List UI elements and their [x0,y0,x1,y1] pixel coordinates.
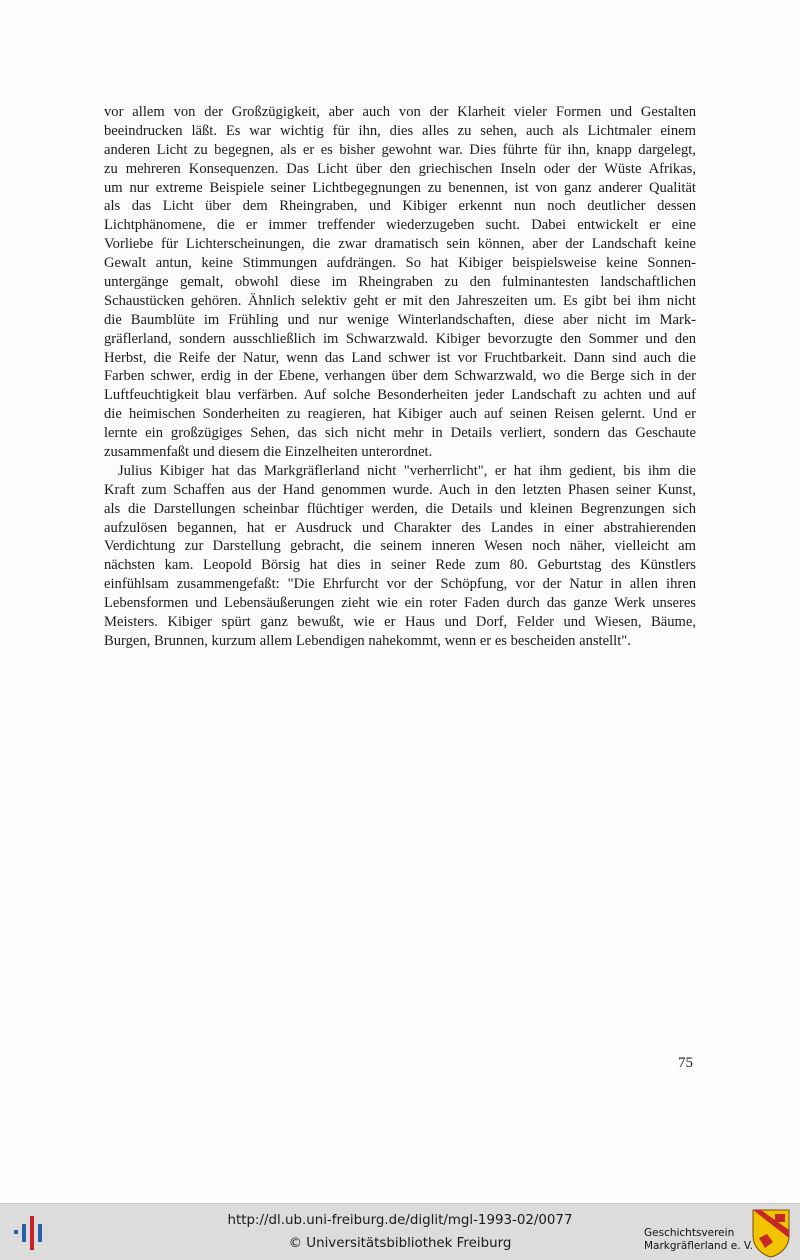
text-line: Vorliebe für Lichterscheinungen, die zwar dramatisch sein können, aber der Landschaft keine [104,236,696,253]
text-line: nächsten kam. Leopold Börsig hat dies in seiner Rede zum 80. Geburtstag des Künstlers [104,557,696,574]
copyright-text: © Universitätsbibliothek Freiburg [288,1236,512,1251]
text-line: Schaustücken gehören. Ähnlich selektiv geht er mit den Jahreszeiten um. Es gibt bei ihm nicht [104,292,696,309]
text-line: untergänge gemalt, obwohl diese im Rheingraben zu den fulminantesten landschaftlichen [104,274,696,291]
body-text [104,103,696,651]
text-line: um nur extreme Beispiele seiner Lichtbegegnungen zu benennen, ist von ganz anderer Qualität [104,179,696,196]
text-line: Herbst, die Reife der Natur, wenn das Land schwer ist vor Fruchtbarkeit. Dann sind auch die [104,349,696,366]
page-number: 75 [678,1055,693,1071]
source-url-link[interactable]: http://dl.ub.uni-freiburg.de/diglit/mgl-1993-02/0077 [227,1213,573,1228]
text-line: als das Licht über dem Rheingraben, und Kibiger erkennt nun noch deutlicher dessen [104,198,696,215]
text-line: als die Darstellungen scheinbar flüchtiger werden, die Details und kleinen Begrenzungen sich [104,500,696,517]
text-line: lernte ein großzügiges Sehen, das sich nicht mehr in Details verliert, sondern das Geschaute [104,425,696,442]
text-line: Farben schwer, erdig in der Ebene, verhangen über dem Schwarzwald, wo die Berge sich in der [104,368,696,385]
footer-bar [0,1203,800,1260]
society-name [644,1227,753,1253]
text-line: Kraft zum Schaffen aus der Hand genommen wurde. Auch in den letzten Phasen seiner Kunst, [104,481,696,498]
text-line: Burgen, Brunnen, kurzum allem Lebendigen nahekommt, wenn er es bescheiden anstellt". [104,632,631,649]
text-line: Gewalt antun, keine Stimmungen aufdrängen. So hat Kibiger beispielsweise keine Sonnen- [104,255,696,272]
text-line: beeindrucken läßt. Es war wichtig für ihn, dies alles zu sehen, auch als Lichtmaler einem [104,122,696,139]
text-line: die heimischen Sonderheiten zu reagieren, hat Kibiger auch auf seinen Reisen gelernt. Und er [104,406,696,423]
coat-of-arms-icon[interactable] [751,1208,791,1258]
text-line: Lichtphänomene, die er immer treffender wiederzugeben sucht. Dabei entwickelt er eine [104,217,696,234]
text-line: zusammenfaßt und diesem die Einzelheiten unterordnet. [104,444,433,461]
text-line: Lebensformen und Lebensäußerungen zieht wie ein roter Faden durch das ganze Werk unseres [104,595,696,612]
text-line: Luftfeuchtigkeit blau verfärben. Auf solche Besonderheiten jeder Landschaft zu achten und auf [104,387,696,404]
society-name-line1: Geschichtsverein [644,1227,735,1239]
text-line: Verdichtung zur Darstellung gebracht, die seinem inneren Wesen noch näher, vielleicht am [104,538,696,555]
text-line: gräflerland, sondern ausschließlich im Schwarzwald. Kibiger bevorzugte den Sommer und den [104,330,696,347]
text-line: zu mehreren Konsequenzen. Das Licht über den griechischen Inseln oder der Wüste Afrikas, [104,160,696,177]
text-line: vor allem von der Großzügigkeit, aber auch von der Klarheit vieler Formen und Gestalten [104,104,696,120]
text-line: Julius Kibiger hat das Markgräflerland nicht "verherrlicht", er hat ihm gedient, bis ihm die [118,462,696,479]
text-line: die Baumblüte im Frühling und nur wenige Winterlandschaften, diese aber nicht im Mark- [104,311,696,328]
text-line: einfühlsam zusammengefaßt: "Die Ehrfurcht vor der Schöpfung, vor der Natur in allen ihren [104,576,696,593]
text-line: aufzulösen begannen, hat er Ausdruck und Charakter des Landes in einer abstrahierenden [104,519,696,536]
text-line: anderen Licht zu begegnen, als er es bisher gewohnt war. Dies führte für ihn, knapp dargelegt, [104,141,696,158]
society-name-line2: Markgräflerland e. V. [644,1240,754,1252]
text-line: Meisters. Kibiger spürt ganz bewußt, wie er Haus und Dorf, Felder und Wiesen, Bäume, [104,614,696,631]
